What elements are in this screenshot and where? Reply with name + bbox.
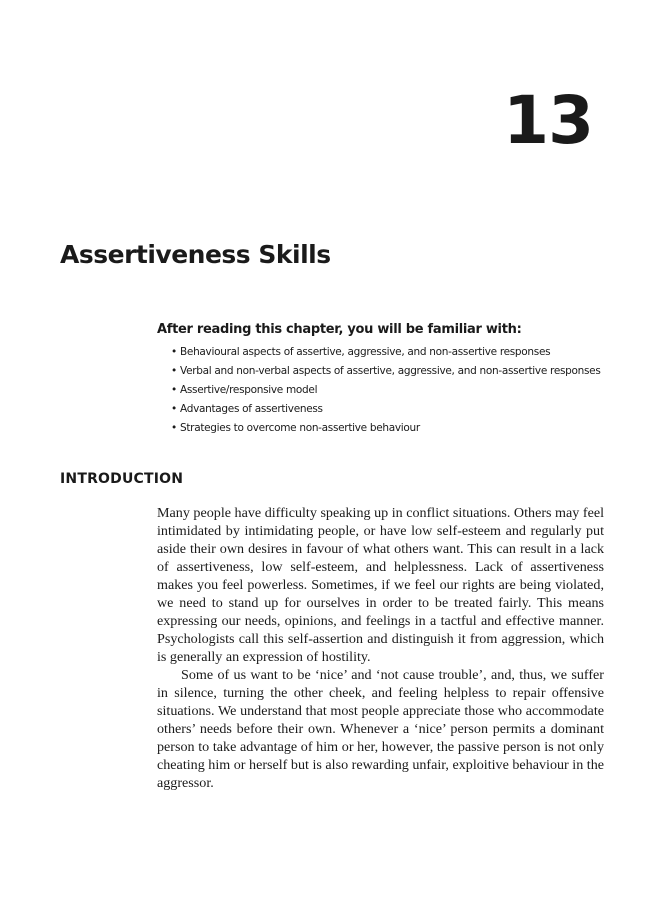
introduction-heading: INTRODUCTION xyxy=(60,471,184,487)
objectives-list xyxy=(157,343,617,438)
body-paragraph: Some of us want to be ‘nice’ and ‘not cause trouble’, and, thus, we suffer in silence, turning the other cheek, and feeling helpless to repair offensive situations. We understand that most people appreciate those who accommodate others’ needs before their own. Whenever a ‘nice’ person permits a dominant person to take advantage of him or her, however, the passive person is not only cheating him or herself but is also rewarding unfair, exploitive behaviour in the aggressor. xyxy=(157,667,604,791)
body-paragraph: Many people have difficulty speaking up in conflict situations. Others may feel intimidated by intimidating people, or have low self-esteem and regularly put aside their own desires in favour of what others want. This can result in a lack of assertiveness, low self-esteem, and helplessness. Lack of assertiveness makes you feel powerless. Sometimes, if we feel our rights are being violated, we need to stand up for ourselves in order to be treated fairly. This means expressing our needs, opinions, and feelings in a tactful and effective manner. Psychologists call this self-assertion and distinguish it from aggression, which is generally an expression of hostility. xyxy=(157,505,604,665)
objective-item: • Behavioural aspects of assertive, aggressive, and non-assertive responses xyxy=(171,343,617,362)
introduction-body xyxy=(157,504,604,792)
chapter-objectives xyxy=(157,322,617,438)
objectives-heading: After reading this chapter, you will be familiar with: xyxy=(157,322,522,337)
objective-item: • Strategies to overcome non-assertive behaviour xyxy=(171,419,617,438)
objective-item: • Verbal and non-verbal aspects of assertive, aggressive, and non-assertive responses xyxy=(171,362,617,381)
chapter-title: Assertiveness Skills xyxy=(60,240,331,269)
objective-item: • Advantages of assertiveness xyxy=(171,400,617,419)
chapter-number: 13 xyxy=(503,82,593,159)
objective-item: • Assertive/responsive model xyxy=(171,381,617,400)
